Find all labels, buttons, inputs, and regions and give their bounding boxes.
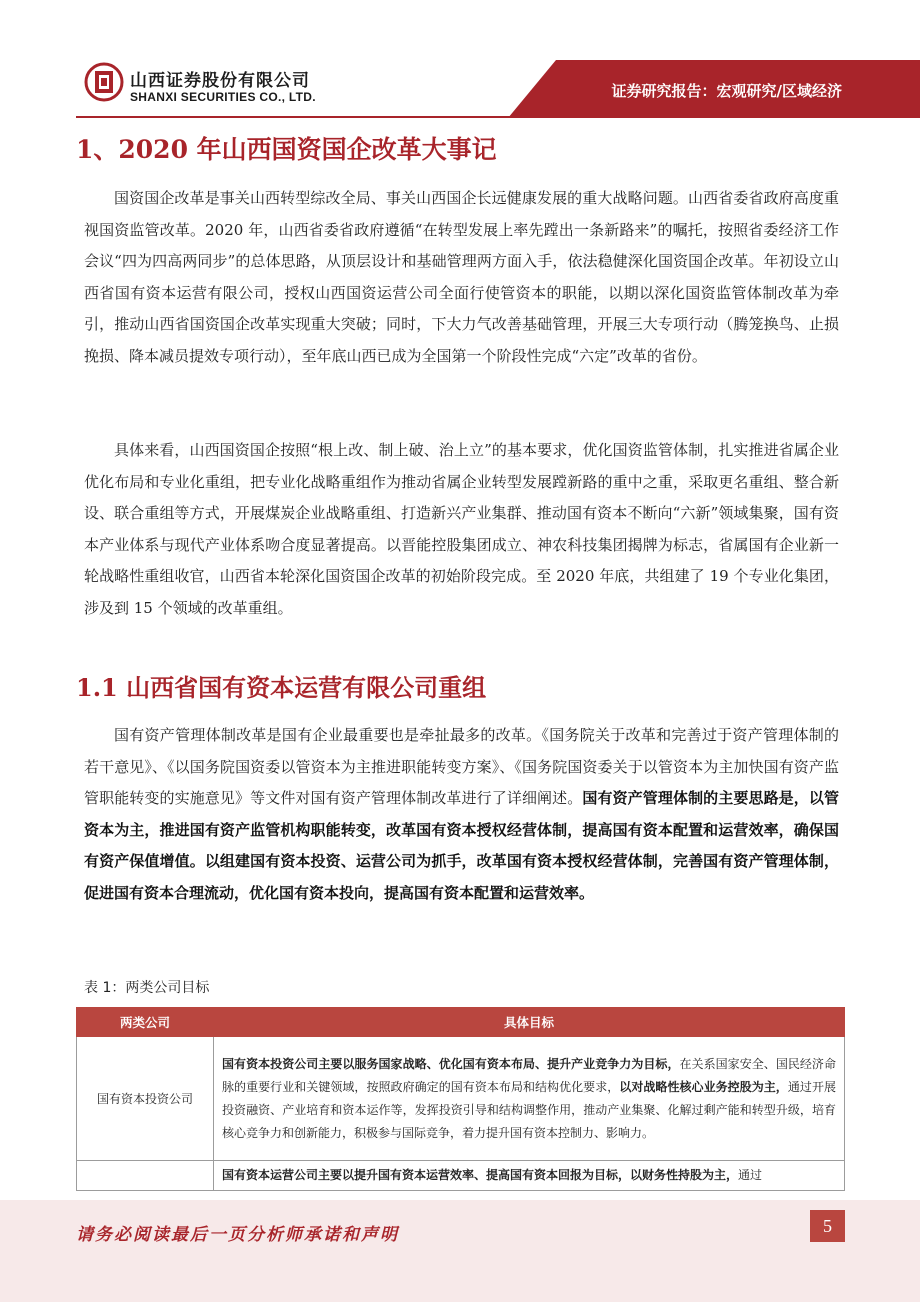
table-header-row xyxy=(77,1008,845,1037)
company-name-en: SHANXI SECURITIES CO., LTD. xyxy=(130,90,316,104)
section-1-paragraph-1: 国资国企改革是事关山西转型综改全局、事关山西国企长远健康发展的重大战略问题。山西省委省政府高度重视国资监管改革。2020 年，山西省委省政府遵循“在转型发展上率先蹚出一条新路来”的嘱托，按照省委经济工作会议“四为四高两同步”的总体思路，从顶层设计和基础管理两方面入手，依法稳健深化国资国企改革。年初设立山西省国有资本运营有限公司，授权山西国资运营公司全面行使管资本的职能，以期以深化国资监管体制改革为牵引，推动山西省国资国企改革实现重大突破；同时，下大力气改善基础管理，开展三大专项行动（腾笼换鸟、止损挽损、降本减员提效专项行动），至年底山西已成为全国第一个阶段性完成“六定”改革的省份。 xyxy=(84,189,839,365)
paragraph-text: 国有资产管理体制改革是国有企业最重要也是牵扯最多的改革。《国务院关于改革和完善过于资产管理体制的若干意见》、《以国务院国资委以管资本为主推进职能转变方案》、《国务院国资委关于以管资本为主加快国有资产监管职能转变的实施意见》等文件对国有资产管理体制改革进行了详细阐述。 xyxy=(84,726,839,807)
company-name-cn: 山西证券股份有限公司 xyxy=(130,71,310,91)
section-1-paragraph-2: 具体来看，山西国资国企按照“根上改、制上破、治上立”的基本要求，优化国资监管体制，扎实推进省属企业优化布局和专业化重组，把专业化战略重组作为推动省属企业转型发展蹚新路的重中之重，采取更名重组、整合新设、联合重组等方式，开展煤炭企业战略重组、打造新兴产业集群、推动国有资本不断向“六新”领域集聚，国有资本产业体系与现代产业体系吻合度显著提高。以晋能控股集团成立、神农科技集团揭牌为标志，省属国有企业新一轮战略性重组收官，山西省本轮深化国资国企改革的初始阶段完成。至 2020 年底，共组建了 19 个专业化集团，涉及到 15 个领域的改革重组。 xyxy=(84,441,839,617)
goal-text: 通过开展投资融资、产业培育和资本运作等，发挥投资引导和结构调整作用，推动产业集聚、化解过剩产能和转型升级，培育核心竞争力和创新能力，积极参与国际竞争，着力提升国有资本控制力、影响力。 xyxy=(222,1079,836,1140)
table-row xyxy=(77,1161,845,1191)
goal-bold-text: 国有资本投资公司主要以服务国家战略、优化国有资本布局、提升产业竞争力为目标， xyxy=(222,1056,680,1071)
page-header xyxy=(0,0,920,130)
table-cell-company: 国有资本投资公司 xyxy=(77,1037,214,1161)
goal-text: 在关系国家安全、国民经济命脉的重要行业和关键领域，按照政府确定的国有资本布局和结构优化要求， xyxy=(222,1056,836,1094)
goal-text: 通过 xyxy=(738,1168,763,1182)
page-number: 5 xyxy=(810,1210,845,1242)
header-divider xyxy=(76,116,844,118)
report-type-label: 证券研究报告：宏观研究/区域经济 xyxy=(611,82,842,100)
table-cell-goal xyxy=(214,1037,845,1161)
section-1-title: 1、2020 年山西国资国企改革大事记 xyxy=(76,135,497,164)
table-header-company: 两类公司 xyxy=(77,1008,214,1037)
company-goals-table xyxy=(76,1007,845,1191)
paragraph-bold-text: 国有资产管理体制的主要思路是，以管资本为主，推进国有资产监管机构职能转变，改革国有资本授权经营体制，提高国有资本配置和运营效率，确保国有资产保值增值。以组建国有资本投资、运营公司为抓手，改革国有资本授权经营体制，完善国有资产管理体制，促进国有资本合理流动，优化国有资本投向，提高国有资本配置和运营效率。 xyxy=(84,789,839,902)
section-1-1-title: 1.1 山西省国有资本运营有限公司重组 xyxy=(76,673,487,702)
table-caption: 表 1：两类公司目标 xyxy=(84,980,210,996)
table-cell-company xyxy=(77,1161,214,1191)
table-cell-goal xyxy=(214,1161,845,1191)
table-row xyxy=(77,1037,845,1161)
section-1-1-paragraph xyxy=(84,720,839,909)
footer-disclaimer: 请务必阅读最后一页分析师承诺和声明 xyxy=(76,1225,399,1245)
table-header-goal: 具体目标 xyxy=(214,1008,845,1037)
page-footer xyxy=(0,1200,920,1302)
goal-bold-text: 国有资本运营公司主要以提升国有资本运营效率、提高国有资本回报为目标，以财务性持股为主， xyxy=(222,1168,739,1182)
goal-bold-text: 以对战略性核心业务控股为主， xyxy=(619,1079,788,1094)
